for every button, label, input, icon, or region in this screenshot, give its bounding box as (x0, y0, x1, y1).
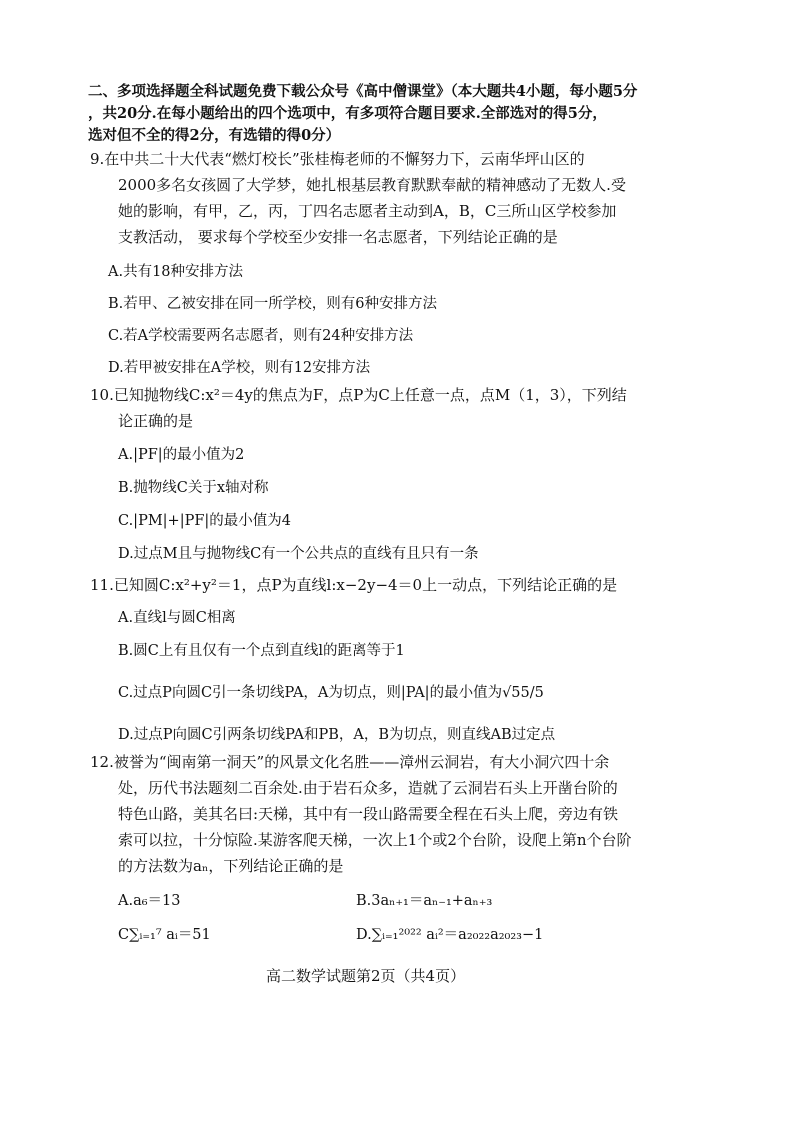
section-header-line-2: ，共20分.在每小题给出的四个选项中，有多项符合题目要求.全部选对的得5分， (88, 105, 607, 122)
question-11-option-d: D.过点P向圆C引两条切线PA和PB，A，B为切点，则直线AB过定点 (118, 727, 556, 743)
question-9-option-b: B.若甲、乙被安排在同一所学校，则有6种安排方法 (108, 296, 437, 312)
question-12-stem-line: 索可以拉，十分惊险.某游客爬天梯，一次上1个或2个台阶，设爬上第n个台阶 (118, 831, 632, 849)
question-10-option-c: C.|PM|+|PF|的最小值为4 (118, 513, 292, 529)
question-10-option-b: B.抛物线C关于x轴对称 (118, 480, 269, 496)
question-11-option-b: B.圆C上有且仅有一个点到直线l的距离等于1 (118, 643, 405, 659)
question-12-stem-line: 特色山路，美其名曰:天梯，其中有一段山路需要全程在石头上爬，旁边有铁 (118, 805, 619, 823)
section-header-line-1: 二、多项选择题全科试题免费下载公众号《高中僧课堂》（本大题共4小题，每小题5分 (88, 83, 638, 100)
question-9-stem-line: 9.在中共二十大代表“燃灯校长”张桂梅老师的不懈努力下，云南华坪山区的 (90, 150, 585, 168)
question-11-option-a: A.直线l与圆C相离 (118, 610, 236, 626)
question-12-option-c: C∑ᵢ₌₁⁷ aᵢ＝51 (118, 927, 211, 943)
question-10-stem-line: 论正确的是 (118, 412, 194, 430)
question-12-option-d: D.∑ᵢ₌₁²⁰²² aᵢ²＝a₂₀₂₂a₂₀₂₃−1 (356, 927, 544, 943)
question-12-option-b: B.3aₙ₊₁＝aₙ₋₁+aₙ₊₃ (356, 893, 493, 909)
question-9-stem-line: 支教活动， 要求每个学校至少安排一名志愿者，下列结论正确的是 (118, 228, 558, 246)
question-12-option-a: A.a₆＝13 (118, 893, 181, 909)
question-10-option-a: A.|PF|的最小值为2 (118, 447, 245, 463)
question-9-option-c: C.若A学校需要两名志愿者，则有24种安排方法 (108, 328, 414, 344)
question-12-stem-line: 12.被誉为“闽南第一洞天”的风景文化名胜——漳州云洞岩，有大小洞穴四十余 (90, 753, 610, 771)
question-9-stem-line: 2000多名女孩圆了大学梦，她扎根基层教育默默奉献的精神感动了无数人.受 (118, 176, 626, 194)
question-11-option-c: C.过点P向圆C引一条切线PA，A为切点，则|PA|的最小值为√55/5 (118, 685, 544, 701)
question-9-option-a: A.共有18种安排方法 (108, 264, 244, 280)
question-12-stem-line: 的方法数为aₙ，下列结论正确的是 (118, 857, 344, 875)
question-9-option-d: D.若甲被安排在A学校，则有12安排方法 (108, 360, 371, 376)
section-header-line-3: 选对但不全的得2分，有选错的得0分） (88, 127, 341, 144)
question-9-stem-line: 她的影响，有甲，乙，丙，丁四名志愿者主动到A，B，C三所山区学校参加 (118, 202, 617, 220)
page-footer: 高二数学试题第2页（共4页） (266, 967, 466, 985)
question-10-option-d: D.过点M且与抛物线C有一个公共点的直线有且只有一条 (118, 546, 479, 562)
question-10-stem-line: 10.已知抛物线C:x²＝4y的焦点为F，点P为C上任意一点，点M（1，3），下列结 (90, 386, 627, 404)
question-12-stem-line: 处，历代书法题刻二百余处.由于岩石众多，造就了云洞岩石头上开凿台阶的 (118, 779, 618, 797)
question-11-stem-line: 11.已知圆C:x²+y²＝1，点P为直线l:x−2y−4＝0上一动点，下列结论正确的是 (90, 576, 618, 594)
